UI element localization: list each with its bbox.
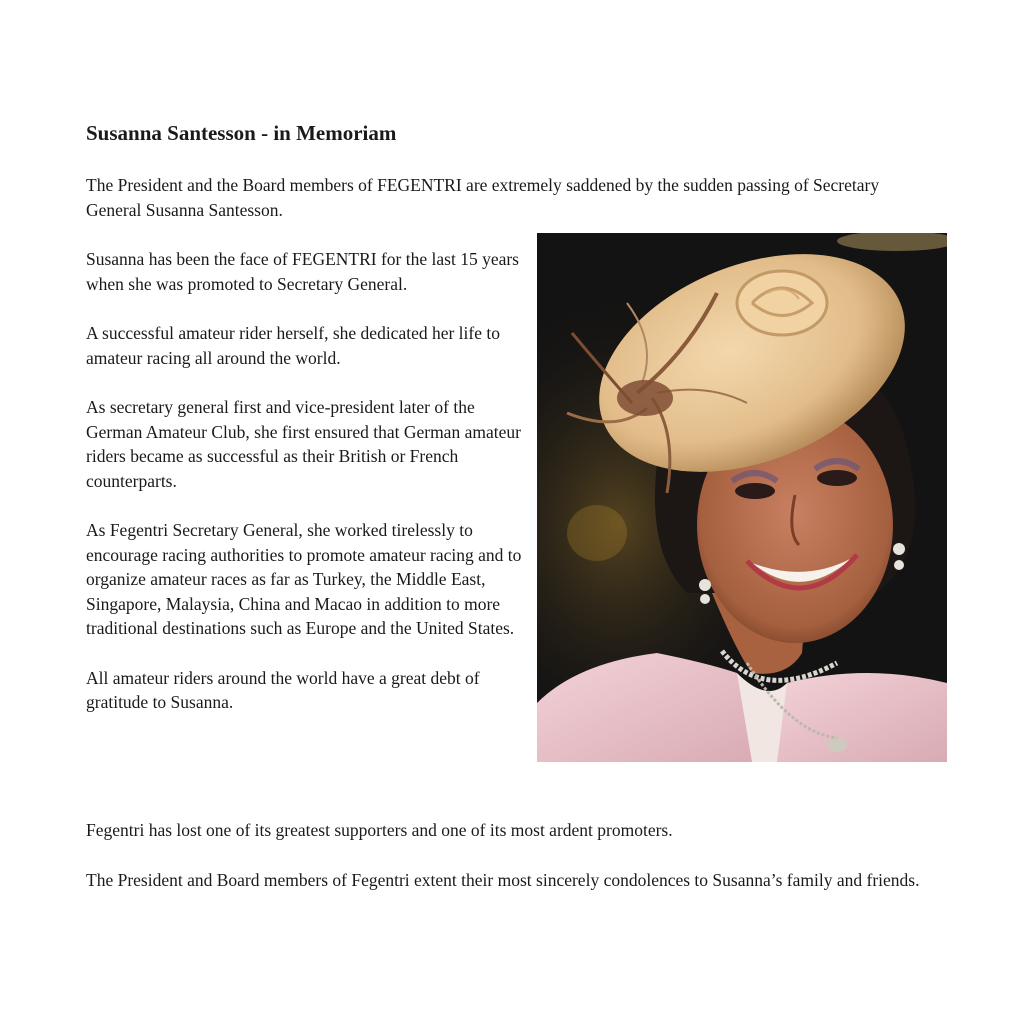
paragraph-face-of-fegentri: Susanna has been the face of FEGENTRI for the last 15 years when she was promoted to Secretary General. [86,249,519,294]
closing-section [86,818,936,917]
paragraph-gratitude: All amateur riders around the world have a great debt of gratitude to Susanna. [86,667,480,712]
portrait-illustration [537,233,947,762]
intro-paragraph: The President and the Board members of FEGENTRI are extremely saddened by the sudden passing of Secretary General Susanna Santesson. [86,175,880,220]
paragraph-secretary-general: As Fegentri Secretary General, she worked tirelessly to encourage racing authorities to promote amateur racing and to organize amateur races as far as Turkey, the Middle East, Singapore, Malaysia, China and Macao in addition to more traditional destinations such as Europe and the United States. [86,520,522,638]
article-title: Susanna Santesson - in Memoriam [86,121,397,145]
paragraph-lost-supporter: Fegentri has lost one of its greatest supporters and one of its most ardent promoters. [86,820,673,840]
paragraph-german-club: As secretary general first and vice-president later of the German Amateur Club, she first ensured that German amateur riders became as successful as their British or French counterparts. [86,397,521,491]
portrait-photo [537,233,947,762]
text-column [86,247,526,740]
paragraph-amateur-rider: A successful amateur rider herself, she dedicated her life to amateur racing all around the world. [86,323,500,368]
paragraph-condolences: The President and Board members of Fegentri extent their most sincerely condolences to Susanna’s family and friends. [86,869,920,890]
